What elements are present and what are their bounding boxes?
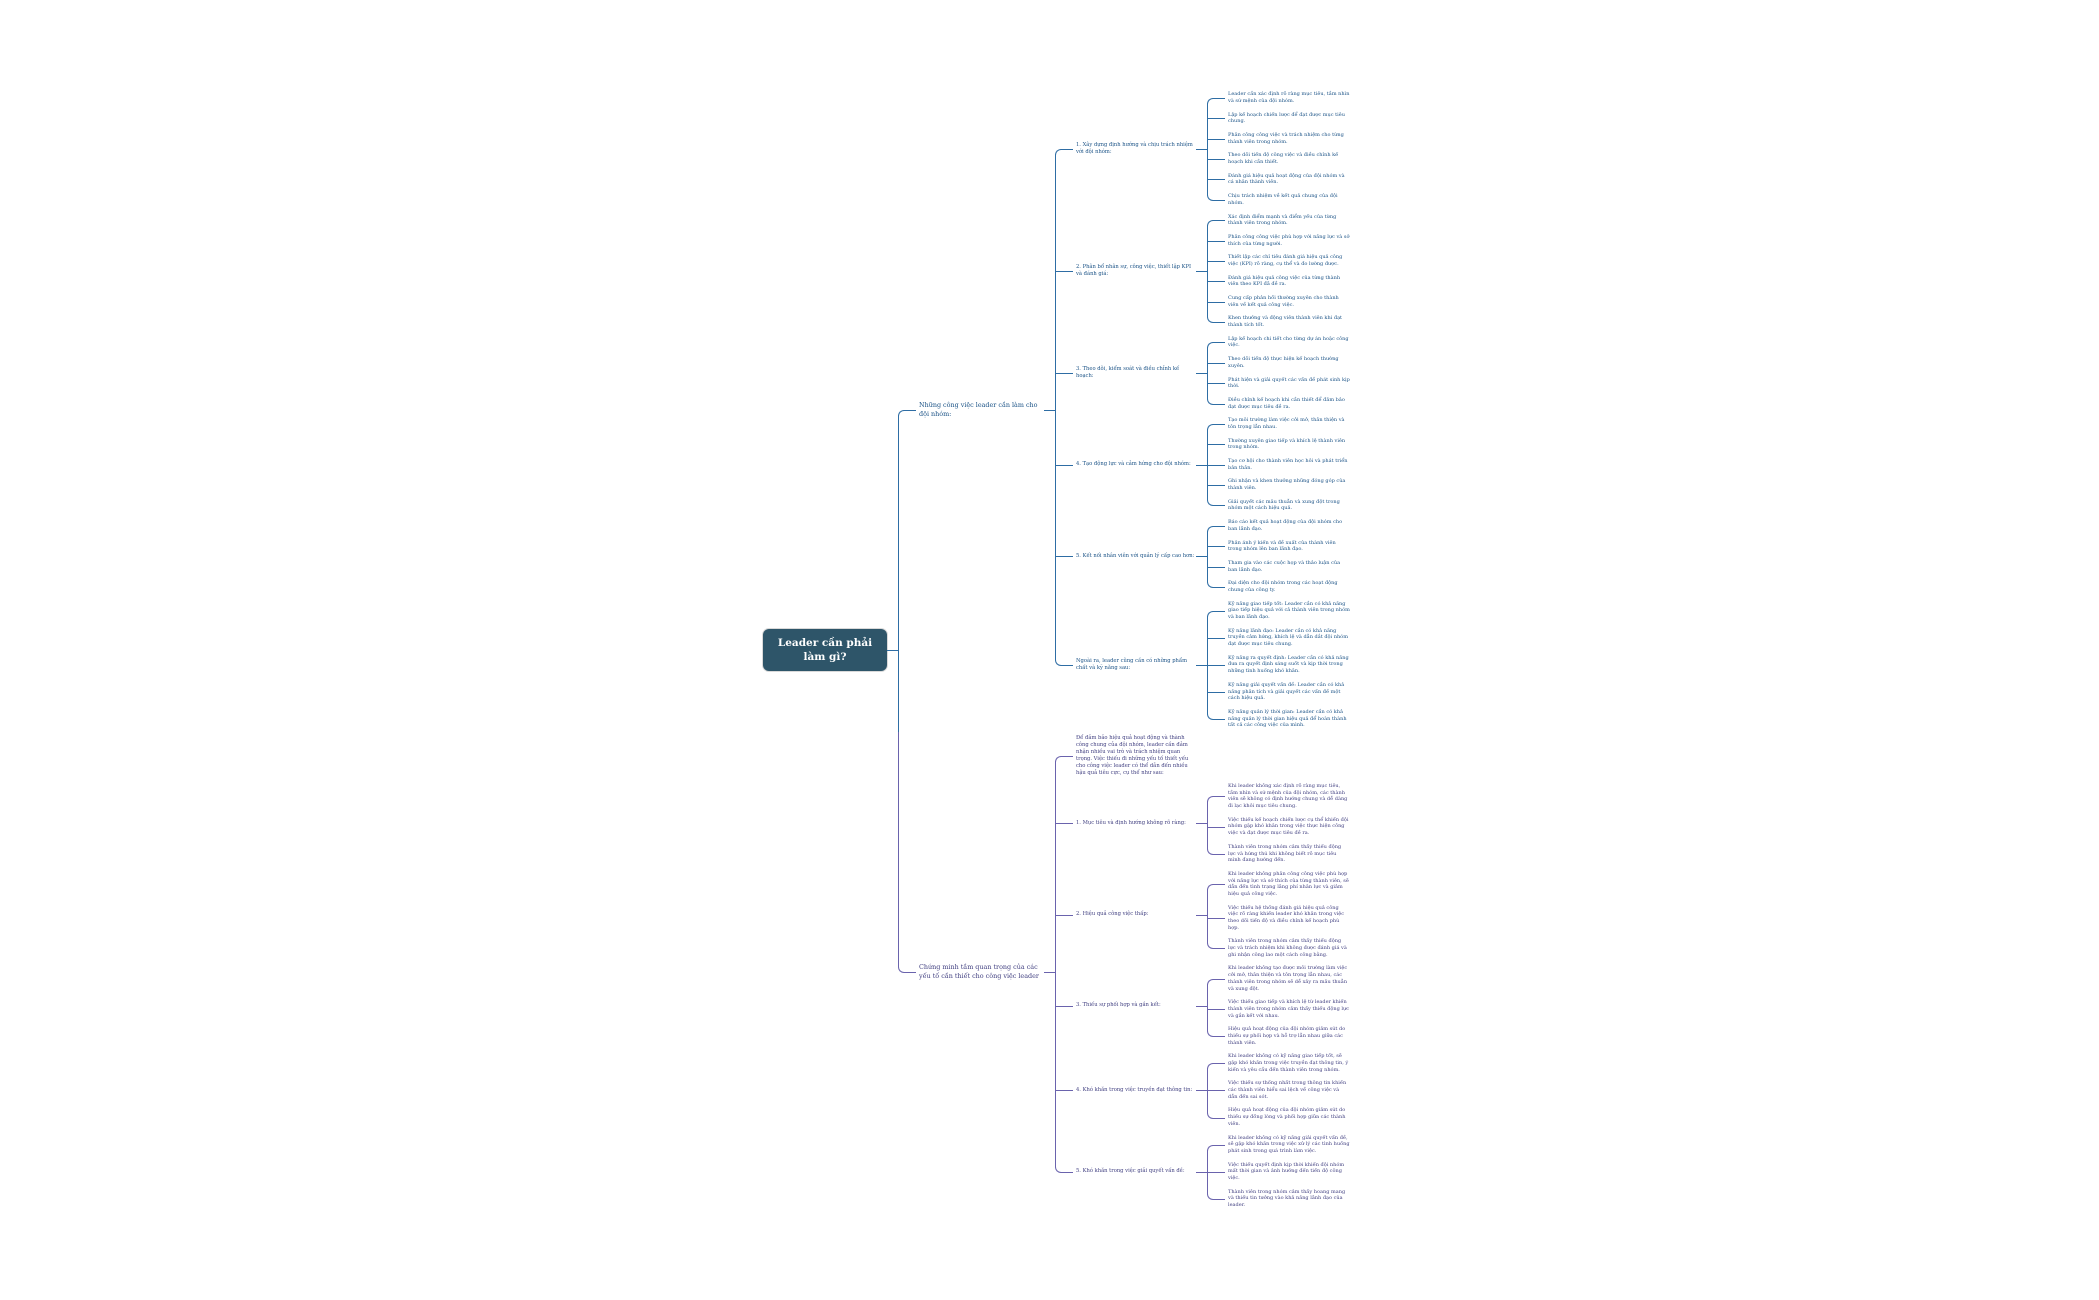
node-group	[1225, 516, 1350, 536]
leaf-node[interactable]: Đại diện cho đội nhóm trong các hoạt động chung của công ty.	[1228, 580, 1338, 593]
node-group	[1225, 495, 1350, 515]
connector	[1207, 455, 1350, 475]
connector	[1207, 1104, 1350, 1131]
node-group	[1073, 332, 1350, 414]
node-group	[1225, 271, 1350, 291]
connector	[898, 88, 1350, 733]
node-group	[916, 732, 1350, 1212]
node-group	[1225, 292, 1350, 312]
leaf-node[interactable]: Phản ánh ý kiến và đề xuất của thành viên trong nhóm lên ban lãnh đạo.	[1228, 539, 1336, 553]
node-group	[763, 88, 1350, 1212]
node-group	[1225, 434, 1350, 454]
node-group	[1225, 901, 1350, 935]
leaf-node[interactable]: Thường xuyên giao tiếp và khích lệ thành viên trong nhóm.	[1228, 437, 1346, 451]
children-column	[898, 88, 1350, 1212]
connector	[1207, 169, 1350, 189]
connector	[1207, 1158, 1350, 1185]
connector	[1207, 780, 1350, 814]
leaf-node[interactable]: Theo dõi tiến độ thực hiện kế hoạch thường xuyên.	[1228, 356, 1339, 369]
connector	[1207, 108, 1350, 128]
topic-node[interactable]: 1. Mục tiêu và định hướng không rõ ràng:	[1073, 817, 1196, 829]
connector	[1055, 867, 1350, 962]
node-group	[1225, 1050, 1350, 1077]
root-node[interactable]: Leader cần phải làm gì?	[763, 629, 887, 671]
node-group	[1225, 962, 1350, 996]
node-group	[1225, 624, 1350, 651]
connector	[1055, 780, 1350, 868]
leaf-node[interactable]: Lập kế hoạch chi tiết cho từng dự án hoặc công việc.	[1228, 335, 1349, 349]
leaf-node[interactable]: Việc thiếu sự thống nhất trong thông tin khiến các thành viên hiểu sai lệch về công việc và dẫn đến sai sót.	[1228, 1080, 1347, 1100]
node-group	[1225, 651, 1350, 678]
leaf-node[interactable]: Kỹ năng giải quyết vấn đề: Leader cần có khả năng phân tích và giải quyết các vấn đề một cách hiệu quả.	[1228, 681, 1345, 702]
children-column	[1207, 210, 1350, 332]
leaf-node[interactable]: Tạo môi trường làm việc cởi mở, thân thiện và tôn trọng lẫn nhau.	[1228, 417, 1345, 430]
node-group	[1225, 190, 1350, 210]
node-group	[1225, 1185, 1350, 1212]
children-column	[1055, 88, 1350, 733]
branch-node[interactable]: Những công việc leader cần làm cho đội nhóm:	[916, 399, 1044, 421]
node-group	[1225, 149, 1350, 169]
topic-node[interactable]: 4. Tạo động lực và cảm hứng cho đội nhóm:	[1073, 459, 1196, 471]
leaf-node[interactable]: Lập kế hoạch chiến lược để đạt được mục tiêu chung.	[1228, 111, 1345, 125]
connector	[1055, 516, 1350, 598]
node-group	[1225, 1077, 1350, 1104]
connector	[1207, 393, 1350, 413]
node-group	[1225, 597, 1350, 624]
connector	[1207, 414, 1350, 434]
leaf-node[interactable]: Thành viên trong nhóm cảm thấy hoang mang và thiếu tin tưởng vào khả năng lãnh đạo của leader.	[1228, 1188, 1346, 1209]
node-group	[1073, 1050, 1350, 1131]
leaf-node[interactable]: Theo dõi tiến độ công việc và điều chỉnh kế hoạch khi cần thiết.	[1228, 152, 1339, 166]
mindmap	[763, 0, 1350, 1300]
connector	[1207, 996, 1350, 1023]
connector	[1207, 149, 1350, 169]
leaf-node[interactable]: Khi leader không tạo được môi trường làm việc cởi mở, thân thiện và tôn trọng lẫn nhau, các thành viên trong nhóm sẽ dễ xảy ra mâu thuẫn và xung đột.	[1228, 965, 1348, 992]
connector	[1207, 536, 1350, 556]
connector	[1207, 373, 1350, 393]
node-group	[1225, 780, 1350, 814]
leaf-node[interactable]: Việc thiếu kế hoạch chiến lược cụ thể khiến đội nhóm gặp khó khăn trong việc thực hiện công việc và đạt được mục tiêu đề ra.	[1228, 816, 1349, 837]
leaf-node[interactable]: Thành viên trong nhóm cảm thấy thiếu động lực và trách nhiệm khi không được đánh giá và ghi nhận công lao một cách công bằng.	[1228, 938, 1347, 958]
connector	[1207, 840, 1350, 867]
connector	[1207, 475, 1350, 495]
node-group	[1225, 475, 1350, 495]
leaf-node[interactable]: Đánh giá hiệu quả hoạt động của đội nhóm và cá nhân thành viên.	[1228, 172, 1345, 186]
connector	[898, 732, 1350, 1212]
node-group	[1225, 169, 1350, 189]
leaf-node[interactable]: Phát hiện và giải quyết các vấn đề phát sinh kịp thời.	[1228, 376, 1350, 390]
node-group	[1225, 536, 1350, 556]
leaf-node[interactable]: Ghi nhận và khen thưởng những đóng góp của thành viên.	[1228, 478, 1346, 492]
node-group	[1073, 867, 1350, 962]
topic-node[interactable]: 2. Phân bổ nhân sự, công việc, thiết lập KPI và đánh giá:	[1073, 262, 1196, 281]
node-group	[1225, 332, 1350, 352]
node-group	[1225, 353, 1350, 373]
leaf-node[interactable]: Khi leader không có kỹ năng giải quyết vấn đề, sẽ gặp khó khăn trong việc xử lý các tình huống phát sinh trong quá trình làm việc.	[1228, 1134, 1350, 1154]
node-group	[1225, 129, 1350, 149]
leaf-node[interactable]: Hiệu quả hoạt động của đội nhóm giảm sút do thiếu sự phối hợp và hỗ trợ lẫn nhau giữa các thành viên.	[1228, 1026, 1346, 1046]
node-group	[1225, 577, 1350, 597]
connector	[1207, 705, 1350, 732]
node-group	[1225, 414, 1350, 434]
children-column	[1207, 414, 1350, 516]
node-group	[1225, 867, 1350, 901]
children-column	[1207, 516, 1350, 598]
node-group	[916, 88, 1350, 733]
connector	[1207, 867, 1350, 901]
connector	[1207, 962, 1350, 996]
node-group	[1225, 935, 1350, 962]
node-group	[1225, 210, 1350, 230]
topic-node[interactable]: 2. Hiệu quả công việc thấp:	[1073, 909, 1196, 921]
topic-node[interactable]: Để đảm bảo hiệu quả hoạt động và thành công chung của đội nhóm, leader cần đảm nhận nhiều vai trò và trách nhiệm quan trọng. Việc thiếu đi những yếu tố thiết yếu cho công việc leader có thể dẫn đến nhiều hậu quả tiêu cực, cụ thể như sau:	[1076, 734, 1189, 777]
connector	[1207, 1131, 1350, 1158]
connector	[1207, 935, 1350, 962]
node-group	[1073, 210, 1350, 332]
leaf-node[interactable]: Leader cần xác định rõ ràng mục tiêu, tầm nhìn và sứ mệnh của đội nhóm.	[1228, 91, 1350, 104]
children-column	[1207, 88, 1350, 210]
node-group	[1225, 1131, 1350, 1158]
connector	[1207, 651, 1350, 678]
topic-node[interactable]: 3. Theo dõi, kiểm soát và điều chỉnh kế hoạch:	[1073, 364, 1196, 383]
leaf-node[interactable]: Kỹ năng giao tiếp tốt: Leader cần có khả năng giao tiếp hiệu quả với cả thành viên trong nhóm và ban lãnh đạo.	[1228, 600, 1350, 621]
connector	[1207, 597, 1350, 624]
children-column	[1207, 867, 1350, 962]
node-group	[1073, 780, 1350, 868]
connector	[1055, 732, 1350, 779]
connector	[1055, 1050, 1350, 1131]
connector	[1207, 1185, 1350, 1212]
connector	[1207, 813, 1350, 840]
topic-node[interactable]: 4. Khó khăn trong việc truyền đạt thông tin:	[1073, 1084, 1196, 1096]
node-group	[1225, 1158, 1350, 1185]
connector	[1207, 495, 1350, 515]
leaf-node[interactable]: Khi leader không phân công công việc phù hợp với năng lực và sở thích của từng thành viên, sẽ dẫn đến tình trạng lãng phí nhân lực và giảm hiệu quả công việc.	[1228, 870, 1349, 897]
connector	[1207, 1077, 1350, 1104]
node-group	[1073, 516, 1350, 598]
children-column	[1207, 1131, 1350, 1212]
children-column	[1207, 332, 1350, 414]
node-group	[1225, 1104, 1350, 1131]
leaf-node[interactable]: Phân công công việc và trách nhiệm cho từng thành viên trong nhóm.	[1228, 132, 1344, 145]
node-group	[1225, 108, 1350, 128]
leaf-node[interactable]: Điều chỉnh kế hoạch khi cần thiết để đảm bảo đạt được mục tiêu đề ra.	[1228, 396, 1345, 410]
node-group	[1225, 556, 1350, 576]
connector	[1055, 414, 1350, 516]
node-group	[1073, 597, 1350, 732]
leaf-node[interactable]: Khi leader không xác định rõ ràng mục tiêu, tầm nhìn và sứ mệnh của đội nhóm, các thành viên sẽ không có định hướng chung và dễ dàng đi lạc khỏi mục tiêu chung.	[1228, 783, 1348, 810]
leaf-node[interactable]: Đánh giá hiệu quả công việc của từng thành viên theo KPI đã đề ra.	[1228, 274, 1341, 288]
topic-node[interactable]: 5. Khó khăn trong việc giải quyết vấn đề:	[1073, 1166, 1196, 1178]
connector	[1207, 1050, 1350, 1077]
leaf-node[interactable]: Tạo cơ hội cho thành viên học hỏi và phát triển bản thân.	[1228, 458, 1348, 471]
topic-node[interactable]: Ngoài ra, leader cũng cần có những phẩm chất và kỹ năng sau:	[1073, 655, 1196, 674]
connector	[1207, 332, 1350, 352]
topic-node[interactable]: 5. Kết nối nhân viên với quản lý cấp cao hơn:	[1073, 550, 1196, 562]
connector	[1207, 556, 1350, 576]
leaf-node[interactable]: Thành viên trong nhóm cảm thấy thiếu động lực và hứng thú khi không biết rõ mục tiêu mình đang hướng đến.	[1228, 843, 1342, 864]
node-group	[1225, 813, 1350, 840]
connector	[1207, 1023, 1350, 1050]
leaf-node[interactable]: Tham gia vào các cuộc họp và thảo luận của ban lãnh đạo.	[1228, 559, 1341, 573]
connector	[1055, 210, 1350, 332]
node-group	[1225, 373, 1350, 393]
leaf-node[interactable]: Việc thiếu hệ thống đánh giá hiệu quả công việc rõ ràng khiến leader khó khăn trong việc theo dõi tiến độ và điều chỉnh kế hoạch phù hợp.	[1228, 904, 1345, 931]
leaf-node[interactable]: Hiệu quả hoạt động của đội nhóm giảm sút do thiếu sự đồng lòng và phối hợp giữa các thành viên.	[1228, 1107, 1346, 1127]
connector	[1207, 230, 1350, 250]
children-column	[1055, 732, 1350, 1212]
node-group	[1225, 996, 1350, 1023]
leaf-node[interactable]: Thiết lập các chỉ tiêu đánh giá hiệu quả công việc (KPI) rõ ràng, cụ thể và đo lường được.	[1228, 254, 1343, 267]
connector	[1207, 312, 1350, 332]
node-group	[1073, 414, 1350, 516]
connector	[1207, 190, 1350, 210]
leaf-node[interactable]: Khi leader không có kỹ năng giao tiếp tốt, sẽ gặp khó khăn trong việc truyền đạt thông tin, ý kiến và yêu cầu đến thành viên trong nhóm.	[1228, 1053, 1349, 1073]
leaf-node[interactable]: Xác định điểm mạnh và điểm yếu của từng thành viên trong nhóm.	[1228, 213, 1337, 227]
connector	[1055, 332, 1350, 414]
node-group	[1073, 1131, 1350, 1212]
connector	[1055, 962, 1350, 1050]
connector	[1207, 901, 1350, 935]
connector	[1055, 597, 1350, 732]
node-group	[1225, 840, 1350, 867]
leaf-node[interactable]: Khen thưởng và động viên thành viên khi đạt thành tích tốt.	[1228, 315, 1343, 329]
connector	[1207, 434, 1350, 454]
connector	[1207, 251, 1350, 271]
leaf-node[interactable]: Báo cáo kết quả hoạt động của đội nhóm cho ban lãnh đạo.	[1228, 519, 1343, 532]
leaf-node[interactable]: Kỹ năng quản lý thời gian: Leader cần có khả năng quản lý thời gian hiệu quả để hoàn thành tất cả các công việc của mình.	[1228, 708, 1347, 729]
node-group	[1225, 88, 1350, 108]
connector	[1207, 271, 1350, 291]
connector	[1207, 624, 1350, 651]
leaf-node[interactable]: Cung cấp phản hồi thường xuyên cho thành viên về kết quả công việc.	[1228, 295, 1339, 308]
leaf-node[interactable]: Chịu trách nhiệm về kết quả chung của đội nhóm.	[1228, 193, 1338, 206]
connector	[1207, 577, 1350, 597]
node-group	[1225, 393, 1350, 413]
leaf-node[interactable]: Việc thiếu giao tiếp và khích lệ từ leader khiến thành viên trong nhóm cảm thấy thiếu động lực và gắn kết với nhau.	[1228, 999, 1350, 1019]
leaf-node[interactable]: Kỹ năng ra quyết định: Leader cần có khả năng đưa ra quyết định sáng suốt và kịp thời trong những tình huống khó khăn.	[1228, 654, 1349, 675]
connector	[1207, 353, 1350, 373]
children-column	[1207, 962, 1350, 1050]
node-group	[1073, 732, 1350, 779]
node-group	[1073, 962, 1350, 1050]
leaf-node[interactable]: Giải quyết các mâu thuẫn và xung đột trong nhóm một cách hiệu quả.	[1228, 498, 1340, 512]
node-group	[1225, 251, 1350, 271]
connector	[1207, 292, 1350, 312]
connector	[1055, 88, 1350, 210]
topic-node[interactable]: 3. Thiếu sự phối hợp và gắn kết:	[1073, 1000, 1196, 1012]
connector	[1055, 1131, 1350, 1212]
leaf-node[interactable]: Phân công công việc phù hợp với năng lực và sở thích của từng người.	[1228, 233, 1350, 247]
children-column	[1207, 597, 1350, 732]
branch-node[interactable]: Chứng minh tầm quan trọng của các yếu tố cần thiết cho công việc leader	[916, 961, 1044, 983]
connector	[1207, 210, 1350, 230]
node-group	[1225, 678, 1350, 705]
children-column	[1207, 780, 1350, 868]
connector	[1207, 678, 1350, 705]
connector	[1207, 516, 1350, 536]
connector	[1207, 129, 1350, 149]
node-group	[1073, 88, 1350, 210]
node-group	[1225, 312, 1350, 332]
node-group	[1225, 1023, 1350, 1050]
children-column	[1207, 1050, 1350, 1131]
node-group	[1225, 455, 1350, 475]
leaf-node[interactable]: Việc thiếu quyết định kịp thời khiến đội nhóm mất thời gian và ảnh hưởng đến tiến độ công việc.	[1228, 1161, 1345, 1181]
node-group	[1225, 705, 1350, 732]
topic-node[interactable]: 1. Xây dựng định hướng và chịu trách nhiệm với đội nhóm:	[1073, 139, 1196, 158]
connector	[1207, 88, 1350, 108]
node-group	[1225, 230, 1350, 250]
leaf-node[interactable]: Kỹ năng lãnh đạo: Leader cần có khả năng truyền cảm hứng, khích lệ và dẫn dắt đội nhóm đạt được mục tiêu chung.	[1228, 627, 1348, 648]
